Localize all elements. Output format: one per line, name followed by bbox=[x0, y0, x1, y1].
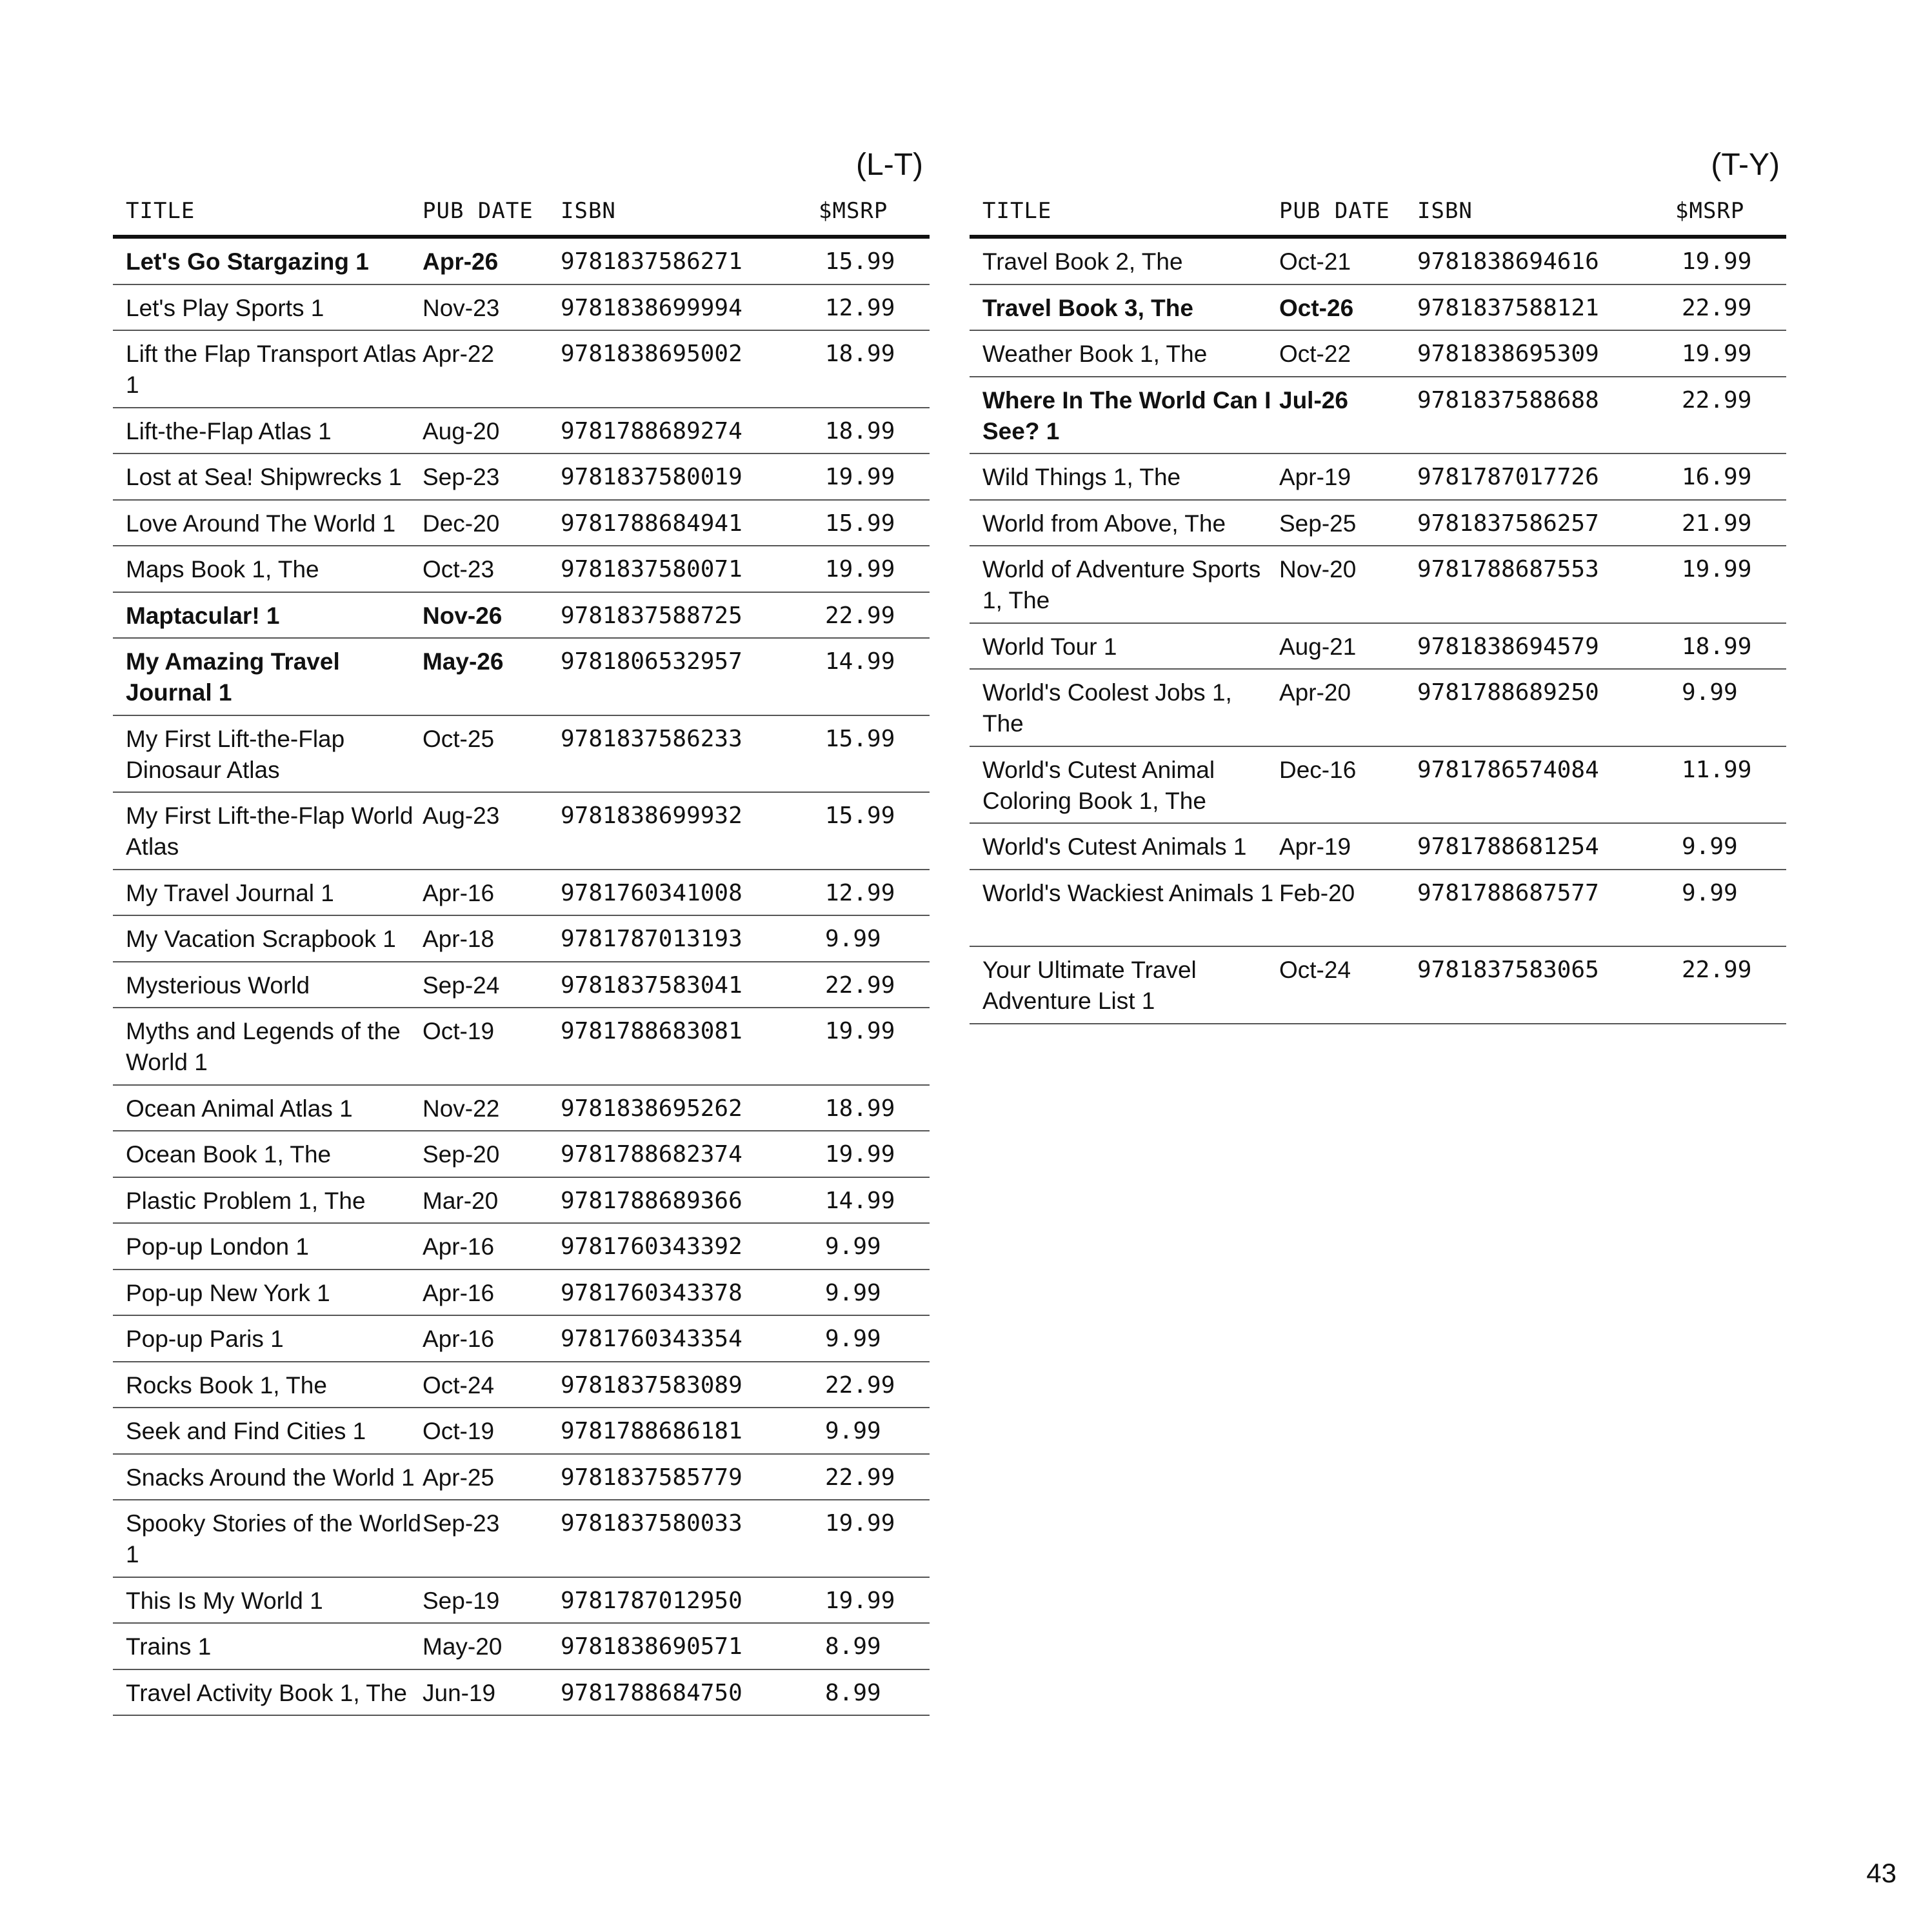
cell-msrp: 8.99 bbox=[825, 1679, 881, 1706]
cell-isbn: 9781760343392 bbox=[561, 1233, 742, 1260]
cell-title: Myths and Legends of the World 1 bbox=[126, 1018, 401, 1075]
cell-msrp: 22.99 bbox=[1682, 957, 1752, 983]
cell-title: Ocean Animal Atlas 1 bbox=[126, 1095, 353, 1122]
table-row bbox=[113, 239, 930, 285]
cell-msrp: 16.99 bbox=[1682, 464, 1752, 490]
table-row bbox=[113, 870, 930, 917]
cell-msrp: 9.99 bbox=[1682, 879, 1738, 906]
cell-pub-date: Sep-24 bbox=[423, 971, 500, 999]
cell-msrp: 19.99 bbox=[825, 1141, 895, 1168]
cell-msrp: 19.99 bbox=[1682, 248, 1752, 275]
cell-msrp: 22.99 bbox=[1682, 294, 1752, 321]
cell-isbn: 9781837585779 bbox=[561, 1464, 742, 1491]
cell-msrp: 22.99 bbox=[825, 1464, 895, 1491]
cell-msrp: 21.99 bbox=[1682, 510, 1752, 537]
table-row bbox=[113, 916, 930, 962]
table-row bbox=[113, 1086, 930, 1132]
cell-msrp: 15.99 bbox=[825, 510, 895, 537]
cell-title: Rocks Book 1, The bbox=[126, 1371, 327, 1399]
cell-isbn: 9781837583089 bbox=[561, 1371, 742, 1399]
cell-isbn: 9781837588725 bbox=[561, 602, 742, 629]
cell-msrp: 22.99 bbox=[1682, 386, 1752, 413]
cell-isbn: 9781787017726 bbox=[1417, 464, 1599, 490]
table-row bbox=[113, 1362, 930, 1409]
cell-msrp: 9.99 bbox=[825, 926, 881, 952]
cell-isbn: 9781838695309 bbox=[1417, 341, 1599, 367]
table-header bbox=[970, 187, 1786, 239]
cell-title: Mysterious World bbox=[126, 971, 310, 999]
cell-title: Weather Book 1, The bbox=[982, 341, 1208, 367]
cell-msrp: 19.99 bbox=[825, 556, 895, 583]
table-row bbox=[113, 1624, 930, 1670]
cell-pub-date: Dec-16 bbox=[1279, 756, 1357, 783]
range-label: (L-T) bbox=[856, 148, 923, 182]
header-pub-date: PUB DATE bbox=[423, 198, 533, 224]
cell-pub-date: Feb-20 bbox=[1279, 879, 1355, 906]
cell-pub-date: Jun-19 bbox=[423, 1679, 496, 1706]
cell-isbn: 9781788684750 bbox=[561, 1679, 742, 1706]
table-row bbox=[113, 639, 930, 716]
cell-isbn: 9781806532957 bbox=[561, 648, 742, 675]
cell-pub-date: Oct-19 bbox=[423, 1418, 495, 1444]
cell-msrp: 9.99 bbox=[825, 1326, 881, 1352]
cell-msrp: 12.99 bbox=[825, 879, 895, 906]
cell-isbn: 9781788681254 bbox=[1417, 833, 1599, 860]
page-number: 43 bbox=[1866, 1858, 1897, 1888]
cell-msrp: 14.99 bbox=[825, 648, 895, 675]
cell-pub-date: Sep-19 bbox=[423, 1587, 500, 1614]
table-row bbox=[970, 377, 1786, 455]
cell-pub-date: Nov-20 bbox=[1279, 556, 1357, 583]
cell-msrp: 19.99 bbox=[825, 1510, 895, 1537]
table-row bbox=[970, 747, 1786, 824]
cell-isbn: 9781788689274 bbox=[561, 417, 742, 444]
table-row bbox=[113, 1316, 930, 1362]
cell-isbn: 9781788689366 bbox=[561, 1187, 742, 1214]
cell-isbn: 9781837586233 bbox=[561, 725, 742, 752]
table-row bbox=[113, 1500, 930, 1578]
cell-pub-date: Nov-26 bbox=[423, 602, 503, 629]
cell-pub-date: Oct-21 bbox=[1279, 248, 1351, 275]
cell-pub-date: Oct-25 bbox=[423, 725, 495, 752]
cell-title: Lost at Sea! Shipwrecks 1 bbox=[126, 464, 402, 490]
cell-title: Pop-up New York 1 bbox=[126, 1279, 330, 1306]
cell-isbn: 9781837586271 bbox=[561, 248, 742, 275]
cell-pub-date: Apr-20 bbox=[1279, 679, 1351, 706]
table-row bbox=[113, 1670, 930, 1717]
cell-pub-date: Oct-24 bbox=[1279, 957, 1351, 983]
cell-pub-date: Mar-20 bbox=[423, 1187, 499, 1214]
cell-title: Seek and Find Cities 1 bbox=[126, 1418, 366, 1444]
table-row bbox=[113, 962, 930, 1009]
table-row bbox=[970, 331, 1786, 377]
header-isbn: ISBN bbox=[561, 198, 616, 224]
table-body bbox=[970, 239, 1786, 1024]
table-row bbox=[113, 1008, 930, 1086]
cell-isbn: 9781837588121 bbox=[1417, 294, 1599, 321]
cell-msrp: 18.99 bbox=[825, 1095, 895, 1122]
cell-pub-date: Nov-22 bbox=[423, 1095, 500, 1122]
cell-title: World's Cutest Animal Coloring Book 1, The bbox=[982, 756, 1215, 814]
cell-pub-date: Apr-16 bbox=[423, 1233, 495, 1260]
header-pub-date: PUB DATE bbox=[1279, 198, 1390, 224]
cell-pub-date: Sep-23 bbox=[423, 1510, 500, 1537]
cell-isbn: 9781788686181 bbox=[561, 1418, 742, 1444]
cell-pub-date: Jul-26 bbox=[1279, 386, 1348, 413]
cell-msrp: 19.99 bbox=[1682, 341, 1752, 367]
cell-title: World from Above, The bbox=[982, 510, 1226, 537]
table-body bbox=[113, 239, 930, 1716]
cell-title: Ocean Book 1, The bbox=[126, 1141, 332, 1168]
cell-pub-date: Nov-23 bbox=[423, 294, 500, 321]
cell-title: My First Lift-the-Flap World Atlas bbox=[126, 802, 413, 860]
table-row bbox=[970, 285, 1786, 332]
cell-msrp: 18.99 bbox=[1682, 633, 1752, 660]
table-row bbox=[113, 1224, 930, 1270]
cell-msrp: 18.99 bbox=[825, 341, 895, 367]
cell-pub-date: Apr-18 bbox=[423, 926, 495, 952]
cell-pub-date: Apr-19 bbox=[1279, 833, 1351, 860]
header-isbn: ISBN bbox=[1417, 198, 1473, 224]
cell-title: Maptacular! 1 bbox=[126, 602, 280, 629]
cell-pub-date: Sep-23 bbox=[423, 464, 500, 490]
cell-isbn: 9781788689250 bbox=[1417, 679, 1599, 706]
catalog-column-right bbox=[970, 143, 1786, 1024]
cell-msrp: 19.99 bbox=[1682, 556, 1752, 583]
table-row bbox=[113, 593, 930, 639]
cell-pub-date: Oct-24 bbox=[423, 1371, 495, 1399]
table-row bbox=[113, 408, 930, 455]
table-row bbox=[113, 1578, 930, 1624]
cell-isbn: 9781788682374 bbox=[561, 1141, 742, 1168]
cell-msrp: 19.99 bbox=[825, 1587, 895, 1614]
cell-msrp: 9.99 bbox=[1682, 833, 1738, 860]
table-row bbox=[970, 624, 1786, 670]
cell-isbn: 9781838695262 bbox=[561, 1095, 742, 1122]
cell-title: Let's Play Sports 1 bbox=[126, 294, 324, 321]
cell-pub-date: Aug-20 bbox=[423, 417, 500, 444]
cell-isbn: 9781787012950 bbox=[561, 1587, 742, 1614]
cell-title: Pop-up Paris 1 bbox=[126, 1326, 284, 1352]
table-row bbox=[970, 947, 1786, 1024]
cell-title: Pop-up London 1 bbox=[126, 1233, 309, 1260]
cell-pub-date: Oct-26 bbox=[1279, 294, 1354, 321]
table-row bbox=[113, 1455, 930, 1501]
cell-title: Plastic Problem 1, The bbox=[126, 1187, 366, 1214]
cell-pub-date: Aug-21 bbox=[1279, 633, 1357, 660]
catalog-column-left bbox=[113, 143, 930, 1716]
cell-pub-date: Apr-25 bbox=[423, 1464, 495, 1491]
cell-isbn: 9781788684941 bbox=[561, 510, 742, 537]
cell-title: My Travel Journal 1 bbox=[126, 879, 334, 906]
table-row bbox=[970, 501, 1786, 547]
table-row bbox=[113, 1270, 930, 1317]
cell-pub-date: Sep-25 bbox=[1279, 510, 1357, 537]
cell-title: My Amazing Travel Journal 1 bbox=[126, 648, 340, 706]
cell-pub-date: Apr-22 bbox=[423, 341, 495, 367]
cell-title: Trains 1 bbox=[126, 1633, 212, 1660]
table-row bbox=[113, 1408, 930, 1455]
cell-msrp: 8.99 bbox=[825, 1633, 881, 1660]
cell-title: Travel Book 3, The bbox=[982, 294, 1193, 321]
cell-pub-date: May-26 bbox=[423, 648, 504, 675]
cell-title: World's Cutest Animals 1 bbox=[982, 833, 1247, 860]
table-row bbox=[970, 454, 1786, 501]
cell-title: Snacks Around the World 1 bbox=[126, 1464, 415, 1491]
cell-isbn: 9781838699994 bbox=[561, 294, 742, 321]
cell-title: Lift-the-Flap Atlas 1 bbox=[126, 417, 332, 444]
cell-msrp: 9.99 bbox=[825, 1233, 881, 1260]
cell-pub-date: Dec-20 bbox=[423, 510, 500, 537]
cell-msrp: 15.99 bbox=[825, 248, 895, 275]
header-title: TITLE bbox=[982, 198, 1052, 224]
cell-isbn: 9781760343354 bbox=[561, 1326, 742, 1352]
cell-pub-date: Apr-16 bbox=[423, 1326, 495, 1352]
cell-title: Where In The World Can I See? 1 bbox=[982, 386, 1271, 444]
cell-msrp: 12.99 bbox=[825, 294, 895, 321]
table-header bbox=[113, 187, 930, 239]
cell-title: Let's Go Stargazing 1 bbox=[126, 248, 369, 275]
cell-pub-date: Oct-22 bbox=[1279, 341, 1351, 367]
cell-isbn: 9781760343378 bbox=[561, 1279, 742, 1306]
cell-isbn: 9781838690571 bbox=[561, 1633, 742, 1660]
table-row bbox=[113, 546, 930, 593]
cell-msrp: 22.99 bbox=[825, 971, 895, 999]
table-row bbox=[970, 670, 1786, 747]
header-title: TITLE bbox=[126, 198, 195, 224]
table-row bbox=[113, 501, 930, 547]
cell-pub-date: Oct-23 bbox=[423, 556, 495, 583]
cell-msrp: 15.99 bbox=[825, 802, 895, 829]
table-row bbox=[970, 546, 1786, 624]
cell-msrp: 18.99 bbox=[825, 417, 895, 444]
header-msrp: $MSRP bbox=[819, 198, 888, 224]
cell-isbn: 9781788687577 bbox=[1417, 879, 1599, 906]
cell-title: World of Adventure Sports 1, The bbox=[982, 556, 1261, 613]
cell-title: Wild Things 1, The bbox=[982, 464, 1181, 490]
cell-isbn: 9781838694616 bbox=[1417, 248, 1599, 275]
cell-pub-date: Apr-19 bbox=[1279, 464, 1351, 490]
cell-isbn: 9781837580071 bbox=[561, 556, 742, 583]
table-row bbox=[113, 793, 930, 870]
table-row bbox=[113, 331, 930, 408]
cell-isbn: 9781838695002 bbox=[561, 341, 742, 367]
table-row bbox=[113, 285, 930, 332]
cell-title: My First Lift-the-Flap Dinosaur Atlas bbox=[126, 725, 345, 783]
cell-title: Your Ultimate Travel Adventure List 1 bbox=[982, 957, 1197, 1014]
cell-pub-date: Apr-26 bbox=[423, 248, 499, 275]
cell-msrp: 9.99 bbox=[1682, 679, 1738, 706]
cell-isbn: 9781838694579 bbox=[1417, 633, 1599, 660]
cell-title: My Vacation Scrapbook 1 bbox=[126, 926, 396, 952]
range-label: (T-Y) bbox=[1711, 148, 1780, 182]
cell-msrp: 15.99 bbox=[825, 725, 895, 752]
cell-isbn: 9781760341008 bbox=[561, 879, 742, 906]
cell-msrp: 19.99 bbox=[825, 1018, 895, 1044]
cell-title: World's Coolest Jobs 1, The bbox=[982, 679, 1232, 737]
table-row bbox=[970, 824, 1786, 870]
cell-pub-date: Sep-20 bbox=[423, 1141, 500, 1168]
cell-title: World's Wackiest Animals 1 bbox=[982, 879, 1274, 906]
cell-isbn: 9781837580033 bbox=[561, 1510, 742, 1537]
cell-isbn: 9781837586257 bbox=[1417, 510, 1599, 537]
cell-title: Love Around The World 1 bbox=[126, 510, 396, 537]
cell-pub-date: Aug-23 bbox=[423, 802, 500, 829]
table-row bbox=[113, 454, 930, 501]
cell-pub-date: Oct-19 bbox=[423, 1018, 495, 1044]
cell-isbn: 9781837580019 bbox=[561, 464, 742, 490]
cell-pub-date: Apr-16 bbox=[423, 879, 495, 906]
cell-title: Spooky Stories of the World 1 bbox=[126, 1510, 421, 1568]
cell-msrp: 19.99 bbox=[825, 464, 895, 490]
cell-pub-date: May-20 bbox=[423, 1633, 503, 1660]
cell-title: Travel Activity Book 1, The bbox=[126, 1679, 407, 1706]
cell-title: This Is My World 1 bbox=[126, 1587, 323, 1614]
cell-title: World Tour 1 bbox=[982, 633, 1117, 660]
cell-title: Travel Book 2, The bbox=[982, 248, 1183, 275]
cell-isbn: 9781838699932 bbox=[561, 802, 742, 829]
cell-msrp: 14.99 bbox=[825, 1187, 895, 1214]
cell-isbn: 9781837583041 bbox=[561, 971, 742, 999]
cell-isbn: 9781837583065 bbox=[1417, 957, 1599, 983]
table-row bbox=[113, 716, 930, 793]
cell-isbn: 9781788687553 bbox=[1417, 556, 1599, 583]
table-row bbox=[970, 239, 1786, 285]
header-msrp: $MSRP bbox=[1675, 198, 1745, 224]
table-row bbox=[113, 1178, 930, 1224]
cell-msrp: 22.99 bbox=[825, 1371, 895, 1399]
cell-msrp: 9.99 bbox=[825, 1418, 881, 1444]
cell-title: Lift the Flap Transport Atlas 1 bbox=[126, 341, 417, 398]
cell-isbn: 9781786574084 bbox=[1417, 756, 1599, 783]
cell-msrp: 22.99 bbox=[825, 602, 895, 629]
cell-msrp: 11.99 bbox=[1682, 756, 1752, 783]
table-row bbox=[113, 1131, 930, 1178]
table-row bbox=[970, 870, 1786, 948]
cell-isbn: 9781788683081 bbox=[561, 1018, 742, 1044]
cell-isbn: 9781837588688 bbox=[1417, 386, 1599, 413]
cell-isbn: 9781787013193 bbox=[561, 926, 742, 952]
cell-msrp: 9.99 bbox=[825, 1279, 881, 1306]
cell-pub-date: Apr-16 bbox=[423, 1279, 495, 1306]
cell-title: Maps Book 1, The bbox=[126, 556, 319, 583]
